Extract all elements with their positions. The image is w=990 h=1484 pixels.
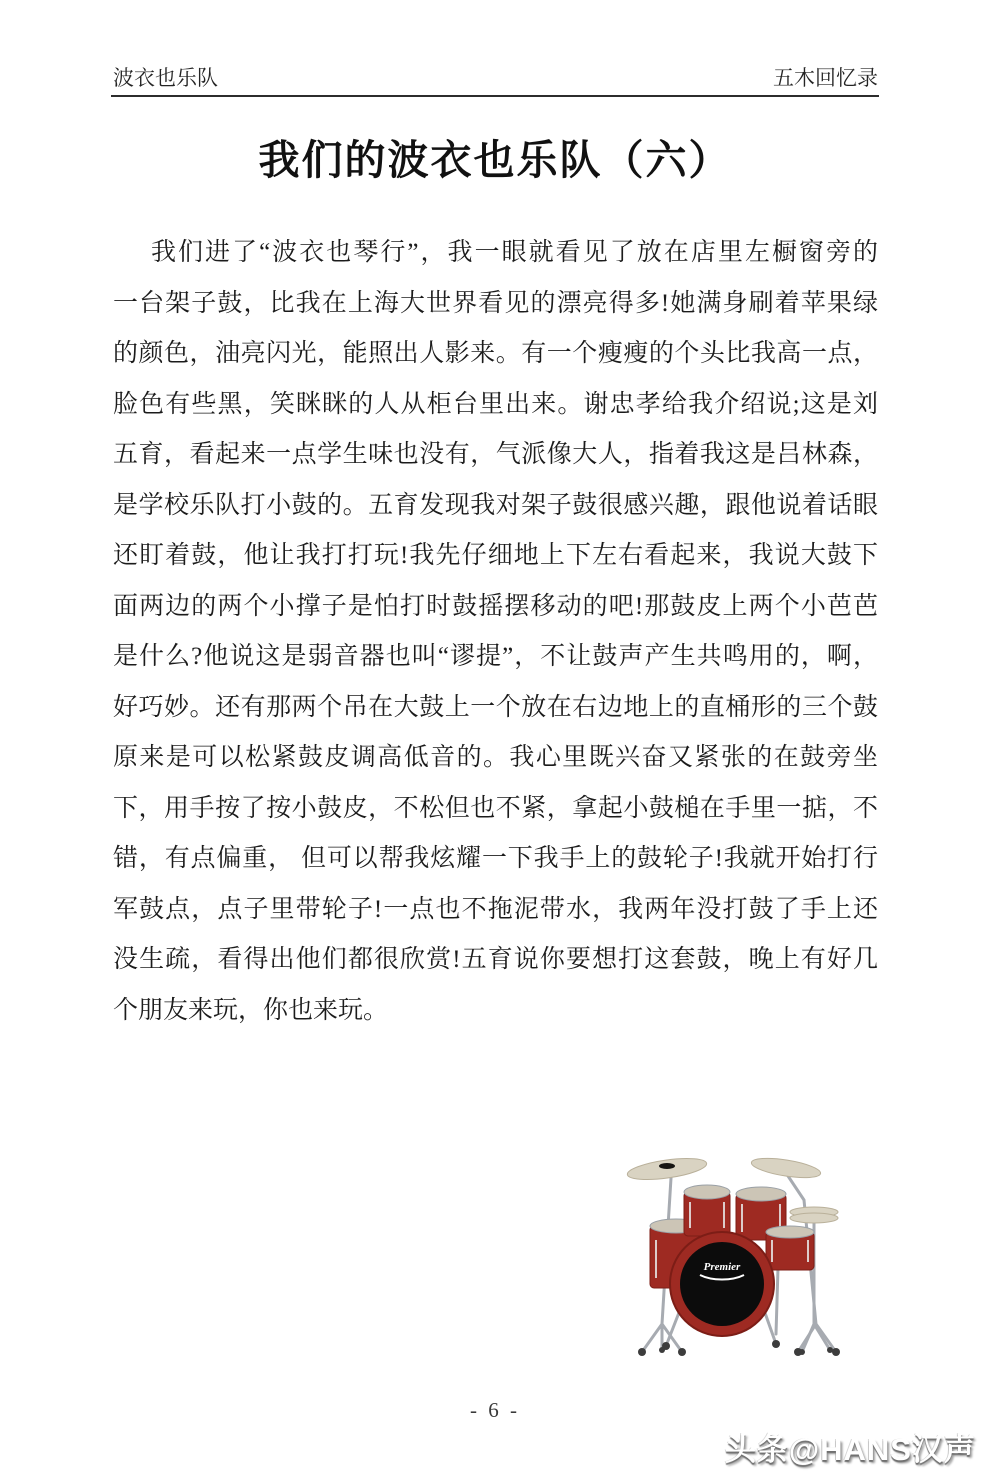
body-line: 是什么?他说这是弱音器也叫“谬提”，不让鼓声产生共鸣用的，啊， (113, 643, 878, 670)
article-body (113, 228, 878, 1036)
hi-hat-cymbals (790, 1207, 838, 1223)
body-line: 原来是可以松紧鼓皮调高低音的。我心里既兴奋又紧张的在鼓旁坐 (113, 744, 878, 771)
left-crash-cymbal (626, 1155, 708, 1184)
drum-kit-figure (618, 1128, 873, 1368)
body-line: 的颜色，油亮闪光，能照出人影来。有一个瘦瘦的个头比我高一点， (113, 340, 878, 367)
body-line: 没生疏，看得出他们都很欣赏!五育说你要想打这套鼓，晚上有好几 (113, 946, 878, 973)
article-title: 我们的波衣也乐队（六） (258, 137, 732, 183)
body-line: 是学校乐队打小鼓的。五育发现我对架子鼓很感兴趣，跟他说着话眼 (113, 491, 878, 519)
body-line: 脸色有些黑，笑眯眯的人从柜台里出来。谢忠孝给我介绍说;这是刘 (113, 390, 878, 418)
right-crash-cymbal (750, 1155, 822, 1182)
body-line: 面两边的两个小撑子是怕打时鼓摇摆移动的吧!那鼓皮上两个小芭芭 (113, 592, 878, 620)
header-right-title: 五木回忆录 (773, 66, 878, 90)
body-line: 五育，看起来一点学生味也没有，气派像大人，指着我这是吕林森， (113, 441, 878, 468)
body-line: 还盯着鼓，他让我打打玩!我先仔细地上下左右看起来，我说大鼓下 (113, 542, 878, 569)
drum-kit-image (618, 1128, 873, 1368)
body-line: 错，有点偏重， 但可以帮我炫耀一下我手上的鼓轮子!我就开始打行 (113, 845, 878, 872)
body-line: 一台架子鼓，比我在上海大世界看见的漂亮得多!她满身刷着苹果绿 (113, 289, 878, 317)
bass-drum-logo: Premier (703, 1261, 741, 1273)
page-number: - 6 - (470, 1398, 520, 1422)
page-header (113, 62, 878, 92)
body-line: 军鼓点，点子里带轮子!一点也不拖泥带水，我两年没打鼓了手上还 (113, 895, 878, 923)
bass-drum (670, 1232, 774, 1336)
header-left-title: 波衣也乐队 (113, 66, 218, 90)
body-line: 个朋友来玩，你也来玩。 (113, 996, 389, 1024)
body-line: 我们进了“波衣也琴行”，我一眼就看见了放在店里左橱窗旁的 (151, 239, 878, 266)
body-line: 好巧妙。还有那两个吊在大鼓上一个放在右边地上的直桶形的三个鼓 (113, 693, 878, 721)
snare-drum (766, 1226, 814, 1270)
header-rule (111, 95, 879, 97)
watermark: 头条@HANS汉声 (724, 1432, 976, 1467)
tom-left (684, 1185, 730, 1236)
body-line: 下，用手按了按小鼓皮，不松但也不紧，拿起小鼓槌在手里一掂，不 (113, 794, 878, 822)
